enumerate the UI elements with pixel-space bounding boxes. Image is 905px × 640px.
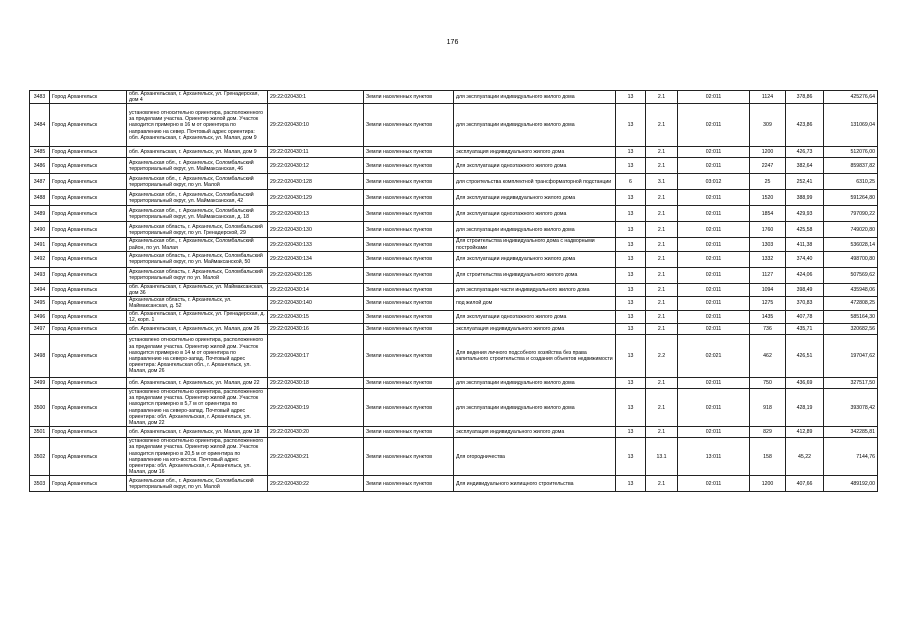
permitted-use-cell: Для эксплуатации одноэтажного жилого дома [454, 206, 616, 222]
zone-cell: 13 [616, 476, 646, 492]
use-code-cell: 02:011 [678, 104, 750, 147]
use-code-cell: 02:011 [678, 389, 750, 427]
specific-value-cell: 429,93 [786, 206, 824, 222]
area-cell: 1520 [750, 190, 786, 206]
zone-cell: 13 [616, 297, 646, 310]
cadastral-number-cell: 29:22:020430:135 [268, 267, 364, 283]
group-cell: 2.1 [646, 158, 678, 174]
row-number-cell: 3492 [30, 251, 50, 267]
cadastral-number-cell: 29:22:020430:129 [268, 190, 364, 206]
cadastral-value-cell: 585164,30 [824, 310, 878, 323]
specific-value-cell: 370,83 [786, 297, 824, 310]
cadastral-number-cell: 29:22:020430:17 [268, 335, 364, 378]
specific-value-cell: 407,66 [786, 476, 824, 492]
cadastral-value-cell: 507569,62 [824, 267, 878, 283]
address-cell: Архангельская обл., г. Архангельск, Соломбальский территориальный округ, ул. Маймаксанская, 42 [127, 190, 268, 206]
address-cell: обл. Архангельская, г. Архангельск, ул. Малая, дом 26 [127, 324, 268, 335]
municipality-cell: Город Архангельск [50, 174, 127, 190]
row-number-cell: 3502 [30, 438, 50, 476]
use-code-cell: 02:011 [678, 158, 750, 174]
municipality-cell: Город Архангельск [50, 158, 127, 174]
row-number-cell: 3493 [30, 267, 50, 283]
land-category-cell: Земли населенных пунктов [364, 324, 454, 335]
cadastral-value-cell: 498700,80 [824, 251, 878, 267]
specific-value-cell: 382,64 [786, 158, 824, 174]
municipality-cell: Город Архангельск [50, 91, 127, 104]
area-cell: 1124 [750, 91, 786, 104]
zone-cell: 13 [616, 206, 646, 222]
municipality-cell: Город Архангельск [50, 335, 127, 378]
area-cell: 1094 [750, 283, 786, 296]
cadastral-value-cell: 591264,80 [824, 190, 878, 206]
group-cell: 13.1 [646, 438, 678, 476]
municipality-cell: Город Архангельск [50, 190, 127, 206]
table-row [30, 158, 878, 174]
specific-value-cell: 398,49 [786, 283, 824, 296]
cadastral-value-cell: 6310,25 [824, 174, 878, 190]
zone-cell: 6 [616, 174, 646, 190]
table-row [30, 267, 878, 283]
land-category-cell: Земли населенных пунктов [364, 438, 454, 476]
cadastral-value-cell: 393078,42 [824, 389, 878, 427]
row-number-cell: 3488 [30, 190, 50, 206]
group-cell: 2.1 [646, 147, 678, 158]
group-cell: 2.1 [646, 378, 678, 389]
cadastral-value-cell: 131069,04 [824, 104, 878, 147]
permitted-use-cell: для эксплуатации индивидуального жилого дома [454, 389, 616, 427]
cadastral-number-cell: 29:22:020430:133 [268, 238, 364, 251]
area-cell: 1435 [750, 310, 786, 323]
use-code-cell: 02:011 [678, 91, 750, 104]
group-cell: 3.1 [646, 174, 678, 190]
group-cell: 2.1 [646, 190, 678, 206]
permitted-use-cell: для эксплуатации индивидуального жилого дома [454, 222, 616, 238]
land-category-cell: Земли населенных пунктов [364, 389, 454, 427]
cadastral-number-cell: 29:22:020430:18 [268, 378, 364, 389]
land-category-cell: Земли населенных пунктов [364, 283, 454, 296]
area-cell: 829 [750, 427, 786, 438]
area-cell: 1200 [750, 147, 786, 158]
municipality-cell: Город Архангельск [50, 297, 127, 310]
land-category-cell: Земли населенных пунктов [364, 104, 454, 147]
row-number-cell: 3499 [30, 378, 50, 389]
area-cell: 25 [750, 174, 786, 190]
row-number-cell: 3487 [30, 174, 50, 190]
cadastral-value-cell: 749020,80 [824, 222, 878, 238]
permitted-use-cell: Для эксплуатации одноэтажного жилого дома [454, 310, 616, 323]
address-cell: обл. Архангельская, г. Архангельск, ул. Малая, дом 9 [127, 147, 268, 158]
address-cell: установлено относительно ориентира, расположенного за пределами участка. Ориентир жилой дом. Участок находится примерно в 16 м от ориентира по направлению на север. Почтовый адрес ориентира: обл. Архангельская, г. Архангельск, ул. Малая, дом 9 [127, 104, 268, 147]
group-cell: 2.1 [646, 104, 678, 147]
area-cell: 1854 [750, 206, 786, 222]
cadastral-value-cell: 489192,00 [824, 476, 878, 492]
specific-value-cell: 428,19 [786, 389, 824, 427]
table-row [30, 174, 878, 190]
permitted-use-cell: для эксплуатации индивидуального жилого дома [454, 378, 616, 389]
use-code-cell: 02:011 [678, 297, 750, 310]
zone-cell: 13 [616, 389, 646, 427]
area-cell: 1760 [750, 222, 786, 238]
table-row [30, 206, 878, 222]
zone-cell: 13 [616, 147, 646, 158]
row-number-cell: 3495 [30, 297, 50, 310]
use-code-cell: 03:012 [678, 174, 750, 190]
address-cell: Архангельская область, г. Архангельск, ул. Маймаксанская, д. 52 [127, 297, 268, 310]
zone-cell: 13 [616, 158, 646, 174]
address-cell: установлено относительно ориентира, расположенного за пределами участка. Ориентир жилой дом. Участок находится примерно в 20,5 м от ориентира по направлению на юго-восток. Почтовый адрес ориентира: обл. Архангельская, г. Архангельск, ул. Малая, дом 16 [127, 438, 268, 476]
cadastral-number-cell: 29:22:020430:12 [268, 158, 364, 174]
group-cell: 2.1 [646, 427, 678, 438]
cadastral-value-cell: 472808,25 [824, 297, 878, 310]
zone-cell: 13 [616, 310, 646, 323]
row-number-cell: 3491 [30, 238, 50, 251]
land-category-cell: Земли населенных пунктов [364, 297, 454, 310]
row-number-cell: 3484 [30, 104, 50, 147]
permitted-use-cell: эксплуатация индивидуального жилого дома [454, 147, 616, 158]
specific-value-cell: 426,51 [786, 335, 824, 378]
cadastral-number-cell: 29:22:020430:14 [268, 283, 364, 296]
row-number-cell: 3500 [30, 389, 50, 427]
address-cell: Архангельская область, г. Архангельск, Соломбальский территориальный округ, по ул. Маймаксанской, 50 [127, 251, 268, 267]
table-body [30, 91, 878, 492]
row-number-cell: 3494 [30, 283, 50, 296]
cadastral-number-cell: 29:22:020430:1 [268, 91, 364, 104]
land-category-cell: Земли населенных пунктов [364, 190, 454, 206]
address-cell: Архангельская обл., г. Архангельск, Соломбальский территориальный округ, ул. Маймаксанская, д. 18 [127, 206, 268, 222]
permitted-use-cell: Для эксплуатации индивидуального жилого дома [454, 251, 616, 267]
municipality-cell: Город Архангельск [50, 310, 127, 323]
group-cell: 2.1 [646, 91, 678, 104]
cadastral-value-cell: 797090,22 [824, 206, 878, 222]
cadastral-value-cell: 197047,62 [824, 335, 878, 378]
cadastral-number-cell: 29:22:020430:15 [268, 310, 364, 323]
cadastral-number-cell: 29:22:020430:130 [268, 222, 364, 238]
table-row [30, 335, 878, 378]
cadastral-number-cell: 29:22:020430:11 [268, 147, 364, 158]
municipality-cell: Город Архангельск [50, 324, 127, 335]
municipality-cell: Город Архангельск [50, 427, 127, 438]
municipality-cell: Город Архангельск [50, 378, 127, 389]
area-cell: 750 [750, 378, 786, 389]
specific-value-cell: 374,40 [786, 251, 824, 267]
group-cell: 2.1 [646, 206, 678, 222]
specific-value-cell: 424,06 [786, 267, 824, 283]
area-cell: 918 [750, 389, 786, 427]
table-row [30, 251, 878, 267]
table-row [30, 190, 878, 206]
group-cell: 2.1 [646, 297, 678, 310]
group-cell: 2.2 [646, 335, 678, 378]
use-code-cell: 02:011 [678, 378, 750, 389]
row-number-cell: 3496 [30, 310, 50, 323]
land-category-cell: Земли населенных пунктов [364, 222, 454, 238]
group-cell: 2.1 [646, 251, 678, 267]
row-number-cell: 3485 [30, 147, 50, 158]
cadastral-number-cell: 29:22:020430:20 [268, 427, 364, 438]
zone-cell: 13 [616, 324, 646, 335]
use-code-cell: 02:011 [678, 476, 750, 492]
specific-value-cell: 425,58 [786, 222, 824, 238]
permitted-use-cell: Для строительства индивидуального дома с надворными постройками [454, 238, 616, 251]
address-cell: Архангельская область, г. Архангельск, Соломбальский территориальный округ, по ул. Гренадерской, 29 [127, 222, 268, 238]
table-row [30, 438, 878, 476]
zone-cell: 13 [616, 190, 646, 206]
zone-cell: 13 [616, 222, 646, 238]
zone-cell: 13 [616, 335, 646, 378]
land-category-cell: Земли населенных пунктов [364, 267, 454, 283]
land-category-cell: Земли населенных пунктов [364, 335, 454, 378]
municipality-cell: Город Архангельск [50, 206, 127, 222]
permitted-use-cell: для эксплуатации части индивидуального жилого дома [454, 283, 616, 296]
permitted-use-cell: под жилой дом [454, 297, 616, 310]
land-category-cell: Земли населенных пунктов [364, 378, 454, 389]
area-cell: 1200 [750, 476, 786, 492]
cadastral-number-cell: 29:22:020430:134 [268, 251, 364, 267]
cadastral-number-cell: 29:22:020430:16 [268, 324, 364, 335]
specific-value-cell: 388,99 [786, 190, 824, 206]
table-row [30, 104, 878, 147]
land-category-cell: Земли населенных пунктов [364, 147, 454, 158]
specific-value-cell: 412,89 [786, 427, 824, 438]
group-cell: 2.1 [646, 238, 678, 251]
land-category-cell: Земли населенных пунктов [364, 427, 454, 438]
cadastral-value-cell: 435948,06 [824, 283, 878, 296]
specific-value-cell: 407,78 [786, 310, 824, 323]
specific-value-cell: 423,86 [786, 104, 824, 147]
group-cell: 2.1 [646, 476, 678, 492]
address-cell: обл. Архангельская, г. Архангельск, ул. Малая, дом 22 [127, 378, 268, 389]
land-category-cell: Земли населенных пунктов [364, 158, 454, 174]
specific-value-cell: 436,69 [786, 378, 824, 389]
table-row [30, 378, 878, 389]
zone-cell: 13 [616, 427, 646, 438]
row-number-cell: 3486 [30, 158, 50, 174]
address-cell: обл. Архангельская, г. Архангельск, ул. Гренадерская, дом 4 [127, 91, 268, 104]
zone-cell: 13 [616, 267, 646, 283]
address-cell: Архангельская обл., г. Архангельск, Соломбальский территориальный округ, по ул. Малой [127, 174, 268, 190]
row-number-cell: 3503 [30, 476, 50, 492]
use-code-cell: 02:011 [678, 310, 750, 323]
address-cell: Архангельская обл., г. Архангельск, Соломбальский район, по ул. Малая [127, 238, 268, 251]
specific-value-cell: 411,38 [786, 238, 824, 251]
row-number-cell: 3483 [30, 91, 50, 104]
use-code-cell: 02:011 [678, 427, 750, 438]
specific-value-cell: 378,86 [786, 91, 824, 104]
area-cell: 309 [750, 104, 786, 147]
zone-cell: 13 [616, 104, 646, 147]
area-cell: 1332 [750, 251, 786, 267]
cadastral-value-cell: 342285,81 [824, 427, 878, 438]
specific-value-cell: 252,41 [786, 174, 824, 190]
row-number-cell: 3498 [30, 335, 50, 378]
table-row [30, 310, 878, 323]
address-cell: Архангельская обл., г. Архангельск, Соломбальский территориальный округ, по ул. Малой [127, 476, 268, 492]
permitted-use-cell: для строительства комплектной трансформаторной подстанции [454, 174, 616, 190]
use-code-cell: 02:011 [678, 190, 750, 206]
cadastral-value-cell: 536028,14 [824, 238, 878, 251]
row-number-cell: 3501 [30, 427, 50, 438]
municipality-cell: Город Архангельск [50, 267, 127, 283]
table-row [30, 476, 878, 492]
municipality-cell: Город Архангельск [50, 104, 127, 147]
table-row [30, 238, 878, 251]
land-category-cell: Земли населенных пунктов [364, 238, 454, 251]
permitted-use-cell: для эксплуатации индивидуального жилого дома [454, 91, 616, 104]
permitted-use-cell: Для индивидуального жилищного строительства [454, 476, 616, 492]
zone-cell: 13 [616, 283, 646, 296]
row-number-cell: 3497 [30, 324, 50, 335]
permitted-use-cell: эксплуатация индивидуального жилого дома [454, 427, 616, 438]
municipality-cell: Город Архангельск [50, 389, 127, 427]
permitted-use-cell: Для эксплуатации индивидуального жилого дома [454, 190, 616, 206]
area-cell: 462 [750, 335, 786, 378]
land-category-cell: Земли населенных пунктов [364, 174, 454, 190]
area-cell: 1275 [750, 297, 786, 310]
zone-cell: 13 [616, 378, 646, 389]
use-code-cell: 02:011 [678, 147, 750, 158]
land-category-cell: Земли населенных пунктов [364, 476, 454, 492]
use-code-cell: 02:011 [678, 267, 750, 283]
land-registry-table [29, 90, 878, 492]
use-code-cell: 02:011 [678, 238, 750, 251]
cadastral-number-cell: 29:22:020430:128 [268, 174, 364, 190]
use-code-cell: 02:011 [678, 222, 750, 238]
use-code-cell: 02:011 [678, 283, 750, 296]
municipality-cell: Город Архангельск [50, 251, 127, 267]
cadastral-number-cell: 29:22:020430:22 [268, 476, 364, 492]
cadastral-value-cell: 7144,76 [824, 438, 878, 476]
specific-value-cell: 435,71 [786, 324, 824, 335]
address-cell: установлено относительно ориентира, расположенного за пределами участка. Ориентир жилой дом. Участок находится примерно в 14 м от ориентира по направлению на северо-запад. Почтовый адрес ориентира: Архангельская обл., г. Архангельск, ул. Малая, дом 26 [127, 335, 268, 378]
address-cell: обл. Архангельская, г. Архангельск, ул. Маймаксанская, дом 36 [127, 283, 268, 296]
area-cell: 1127 [750, 267, 786, 283]
area-cell: 158 [750, 438, 786, 476]
table-row [30, 147, 878, 158]
address-cell: установлено относительно ориентира, расположенного за пределами участка. Ориентир жилой дом. Участок находится примерно в 5,7 м от ориентира по направлению на северо-запад. Почтовый адрес ориентира: обл. Архангельская, г. Архангельск, ул. Малая, дом 22 [127, 389, 268, 427]
table-row [30, 324, 878, 335]
municipality-cell: Город Архангельск [50, 222, 127, 238]
table-row [30, 297, 878, 310]
land-category-cell: Земли населенных пунктов [364, 206, 454, 222]
cadastral-number-cell: 29:22:020430:21 [268, 438, 364, 476]
cadastral-number-cell: 29:22:020430:140 [268, 297, 364, 310]
cadastral-value-cell: 512076,00 [824, 147, 878, 158]
address-cell: обл. Архангельская, г. Архангельск, ул. Гренадерская, д. 12, корп. 1 [127, 310, 268, 323]
use-code-cell: 13:011 [678, 438, 750, 476]
use-code-cell: 02:011 [678, 206, 750, 222]
permitted-use-cell: Для эксплуатации одноэтажного жилого дома [454, 158, 616, 174]
specific-value-cell: 426,73 [786, 147, 824, 158]
land-category-cell: Земли населенных пунктов [364, 91, 454, 104]
table-row [30, 389, 878, 427]
permitted-use-cell: эксплуатация индивидуального жилого дома [454, 324, 616, 335]
land-category-cell: Земли населенных пунктов [364, 310, 454, 323]
permitted-use-cell: Для строительства индивидуального жилого дома [454, 267, 616, 283]
row-number-cell: 3490 [30, 222, 50, 238]
area-cell: 1303 [750, 238, 786, 251]
table-row [30, 222, 878, 238]
group-cell: 2.1 [646, 222, 678, 238]
permitted-use-cell: Для ведения личного подсобного хозяйства без права капитального строительства и создания объектов недвижимости [454, 335, 616, 378]
table-row [30, 91, 878, 104]
use-code-cell: 02:021 [678, 335, 750, 378]
use-code-cell: 02:011 [678, 251, 750, 267]
cadastral-value-cell: 327517,50 [824, 378, 878, 389]
page-number: 176 [446, 39, 459, 46]
area-cell: 736 [750, 324, 786, 335]
permitted-use-cell: Для огородничества [454, 438, 616, 476]
address-cell: Архангельская область, г. Архангельск, Соломбальский территориальный округ по ул. Малой [127, 267, 268, 283]
group-cell: 2.1 [646, 310, 678, 323]
row-number-cell: 3489 [30, 206, 50, 222]
table-row [30, 283, 878, 296]
group-cell: 2.1 [646, 283, 678, 296]
municipality-cell: Город Архангельск [50, 438, 127, 476]
cadastral-number-cell: 29:22:020430:10 [268, 104, 364, 147]
zone-cell: 13 [616, 438, 646, 476]
cadastral-value-cell: 320682,56 [824, 324, 878, 335]
permitted-use-cell: для эксплуатации индивидуального жилого дома [454, 104, 616, 147]
group-cell: 2.1 [646, 267, 678, 283]
group-cell: 2.1 [646, 389, 678, 427]
zone-cell: 13 [616, 91, 646, 104]
cadastral-value-cell: 859837,82 [824, 158, 878, 174]
cadastral-value-cell: 425276,64 [824, 91, 878, 104]
specific-value-cell: 45,22 [786, 438, 824, 476]
municipality-cell: Город Архангельск [50, 147, 127, 158]
zone-cell: 13 [616, 251, 646, 267]
cadastral-number-cell: 29:22:020430:19 [268, 389, 364, 427]
address-cell: обл. Архангельская, г. Архангельск, ул. Малая, дом 18 [127, 427, 268, 438]
zone-cell: 13 [616, 238, 646, 251]
address-cell: Архангельская обл., г. Архангельск, Соломбальский территориальный округ, ул. Маймаксанская, 46 [127, 158, 268, 174]
municipality-cell: Город Архангельск [50, 238, 127, 251]
group-cell: 2.1 [646, 324, 678, 335]
area-cell: 2247 [750, 158, 786, 174]
municipality-cell: Город Архангельск [50, 283, 127, 296]
municipality-cell: Город Архангельск [50, 476, 127, 492]
cadastral-number-cell: 29:22:020430:13 [268, 206, 364, 222]
table-row [30, 427, 878, 438]
use-code-cell: 02:011 [678, 324, 750, 335]
land-category-cell: Земли населенных пунктов [364, 251, 454, 267]
